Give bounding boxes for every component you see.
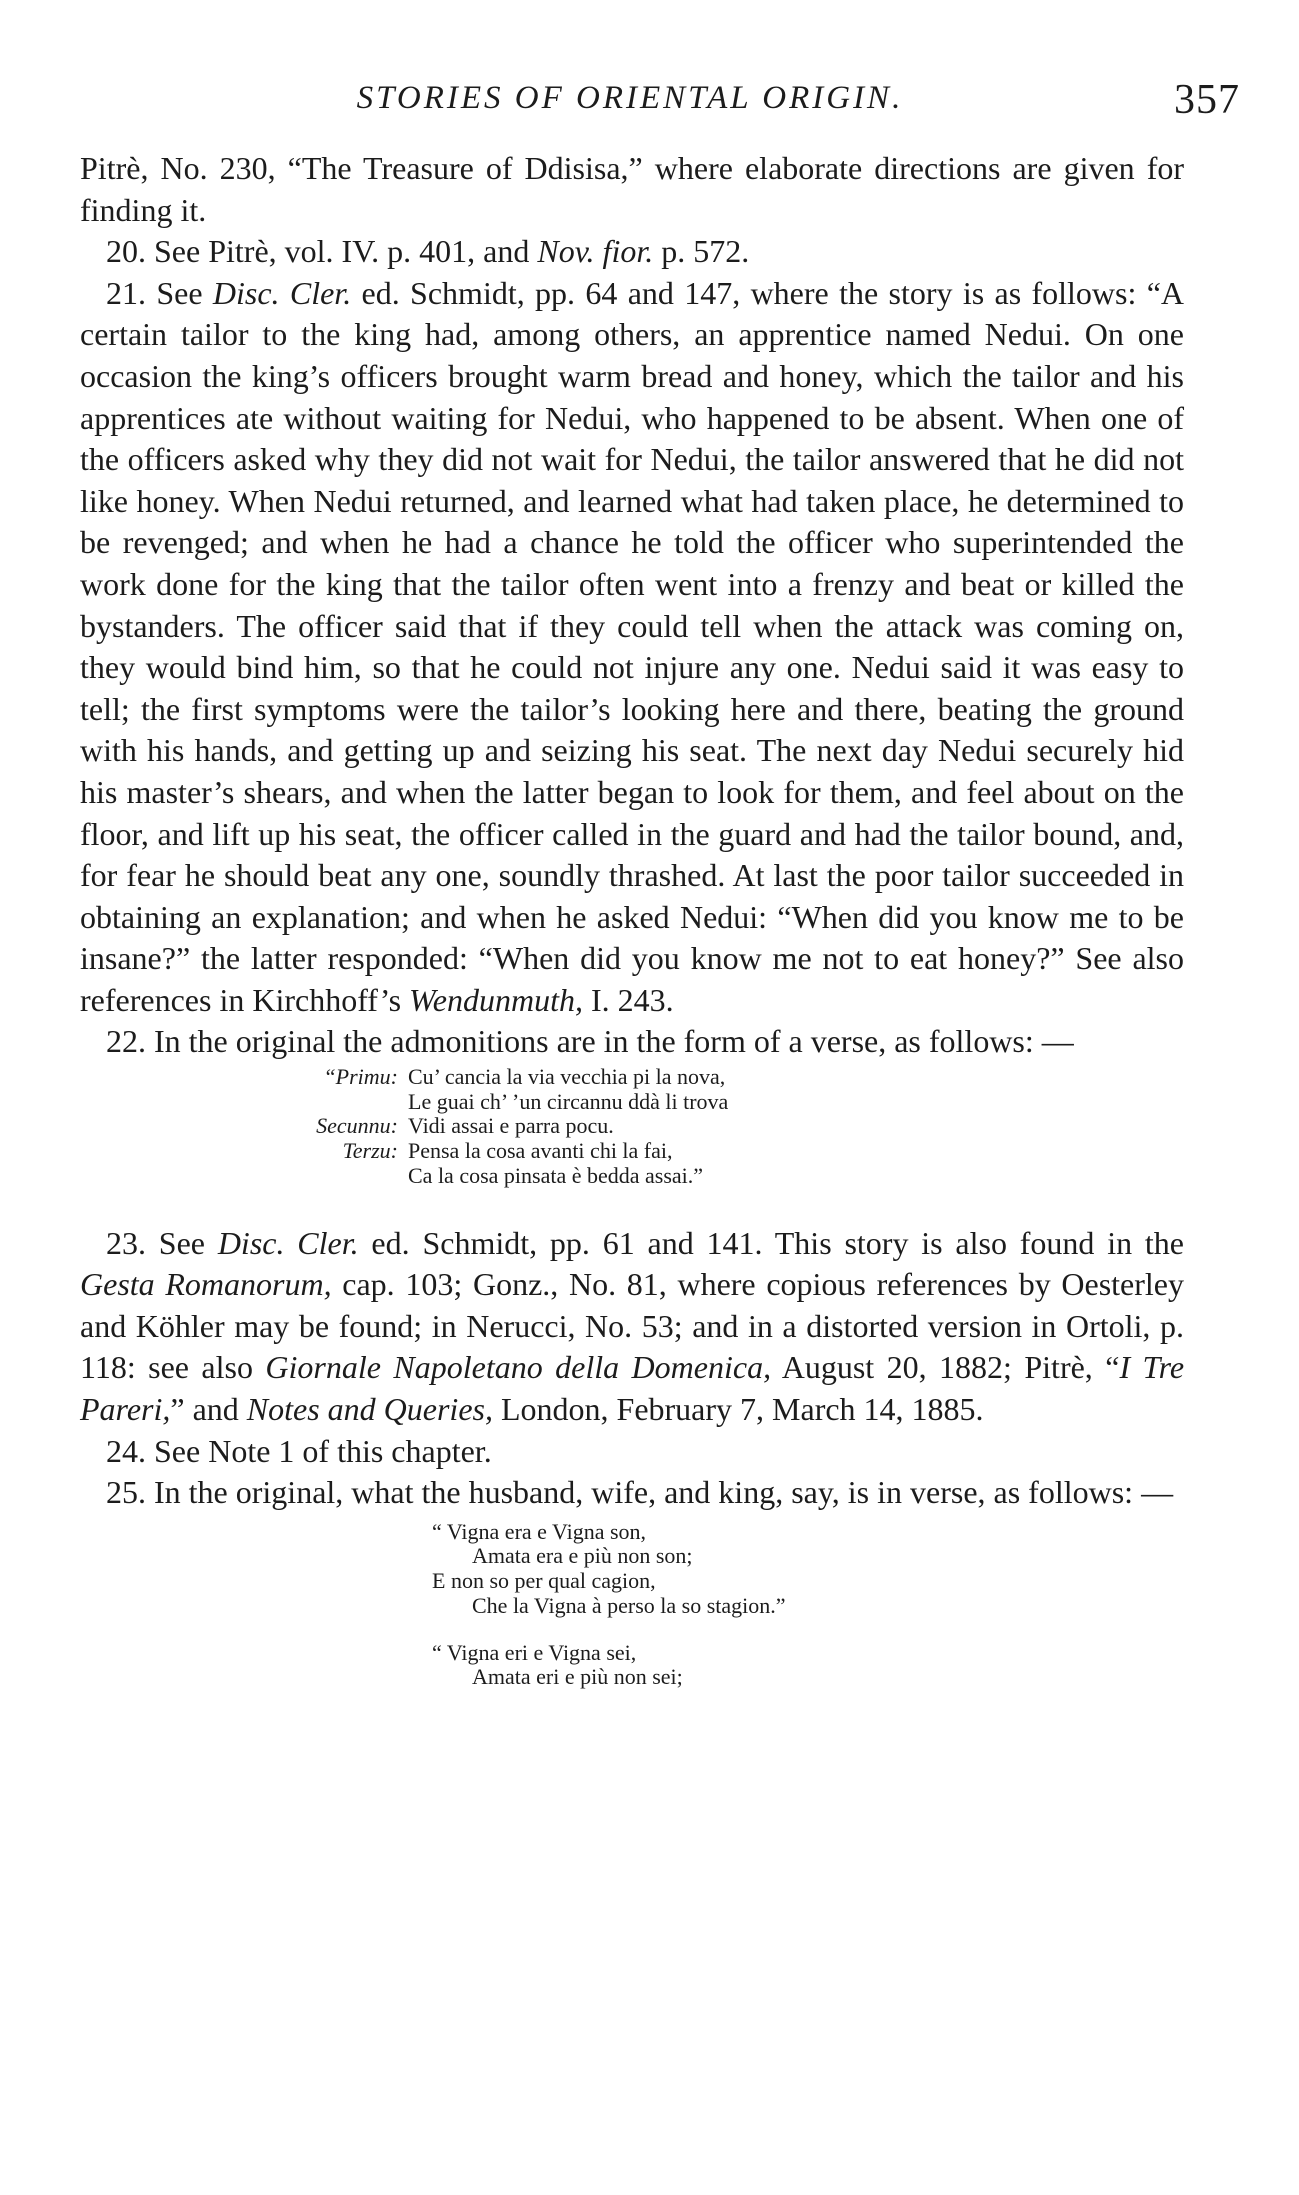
note-23-text-5: London, February 7, March 14, 1885. [492,1390,984,1427]
note-21-title: Disc. Cler. [212,274,352,311]
verse-line: Amata eri e più non sei; [472,1664,683,1690]
verse-text: Vidi assai e parra pocu. [408,1113,614,1139]
page-number: 357 [1174,77,1240,123]
verse-line: “ Vigna era e Vigna son, [432,1518,647,1544]
note-21-ref: I. 243. [582,981,674,1018]
note-25: 25. In the original, what the husband, wife, and king, say, is in verse, as follows: — [106,1474,1174,1511]
note-20-title: Nov. fior. [537,233,654,270]
note-20 [80,231,1184,273]
speaker-label: Secunnu: [316,1113,398,1139]
verse-wife [432,1641,1184,1690]
note-23-title-3: Giornale Napoletano della Domenica, [265,1349,772,1386]
verse-line: Le guai ch’ ’un circannu ddà li trova [408,1088,729,1114]
note-23 [80,1223,1184,1431]
verse-line: E non so per qual cagion, [432,1568,656,1594]
note-23-title-5: Notes and Queries, [246,1390,493,1427]
note-24: 24. See Note 1 of this chapter. [106,1432,492,1469]
note-23-title-1: Disc. Cler. [217,1224,359,1261]
page-body [80,148,1184,1700]
verse-husband [432,1520,1184,1619]
verse-line: Amata era e più non son; [472,1543,693,1569]
note-23-text-3: August 20, 1882; Pitrè, “ [771,1349,1120,1386]
speaker-label: “Primu: [323,1064,398,1090]
verse-text: Cu’ cancia la via vecchia pi la nova, [408,1064,726,1090]
note-23-title-4: I Tre Pareri, [80,1349,1185,1427]
note-23-text-2: cap. 103; Gonz., No. 81, where copious references by Oesterley and Köhler may be found; in Nerucci, No. 53; and in a distorted version in Ortoli, p. 118: see also [80,1266,1185,1386]
verse-line [280,1114,1184,1139]
verse-line: “ Vigna eri e Vigna sei, [432,1639,637,1665]
verse-line: Ca la cosa pinsata è bedda assai.” [408,1162,704,1188]
speaker-label: Terzu: [342,1138,398,1164]
verse-text: Pensa la cosa avanti chi la fai, [408,1138,673,1164]
verse-line [280,1139,1184,1164]
page-header [80,77,1240,140]
note-19-continuation: Pitrè, No. 230, “The Treasure of Ddisisa,” where elaborate directions are given for finding it. [80,150,1184,228]
note-21-ref-title: Wendunmuth, [409,981,583,1018]
note-20-text: 20. See Pitrè, vol. IV. p. 401, and [106,233,538,270]
note-23-text-4: ” and [170,1390,247,1427]
note-21 [80,273,1184,1022]
note-23-lead: 23. See [106,1224,218,1261]
running-head: STORIES OF ORIENTAL ORIGIN. [356,80,904,116]
verse-line: Che la Vigna à perso la so stagion.” [472,1592,786,1618]
note-23-text-1: ed. Schmidt, pp. 61 and 141. This story is also found in the [358,1224,1185,1261]
note-20-page: p. 572. [653,233,750,270]
note-22: 22. In the original the admonitions are in the form of a verse, as follows: — [106,1023,1074,1060]
note-21-text: ed. Schmidt, pp. 64 and 147, where the story is as follows: “A certain tailor to the king had, among others, an apprentice named Nedui. On one occasion the king’s officers brought warm bread and honey, which the tailor and his apprentices ate without waiting for Nedui, who happened to be absent. When one of the officers asked why they did not wait for Nedui, the tailor answered that he did not like honey. When Nedui returned, and learned what had taken place, he determined to be revenged; and when he had a chance he told the officer who superintended the work done for the king that the tailor often went into a frenzy and beat or killed the bystanders. The officer said that if they could tell when the attack was coming on, they would bind him, so that he could not injure any one. Nedui said it was easy to tell; the first symptoms were the tailor’s looking here and there, beating the ground with his hands, and getting up and seizing his seat. The next day Nedui securely hid his master’s shears, and when the latter began to look for them, and feel about on the floor, and lift up his seat, the officer called in the guard and had the tailor bound, and, for fear he should beat any one, soundly thrashed. At last the poor tailor succeeded in obtaining an explanation; and when he asked Nedui: “When did you know me to be insane?” the latter responded: “When did you know me not to eat honey?” See also references in Kirchhoff’s [80,274,1184,1018]
note-23-title-2: Gesta Romanorum, [80,1266,332,1303]
note-21-lead: 21. See [106,274,213,311]
verse-admonitions [280,1065,1184,1189]
verse-line [280,1065,1184,1090]
